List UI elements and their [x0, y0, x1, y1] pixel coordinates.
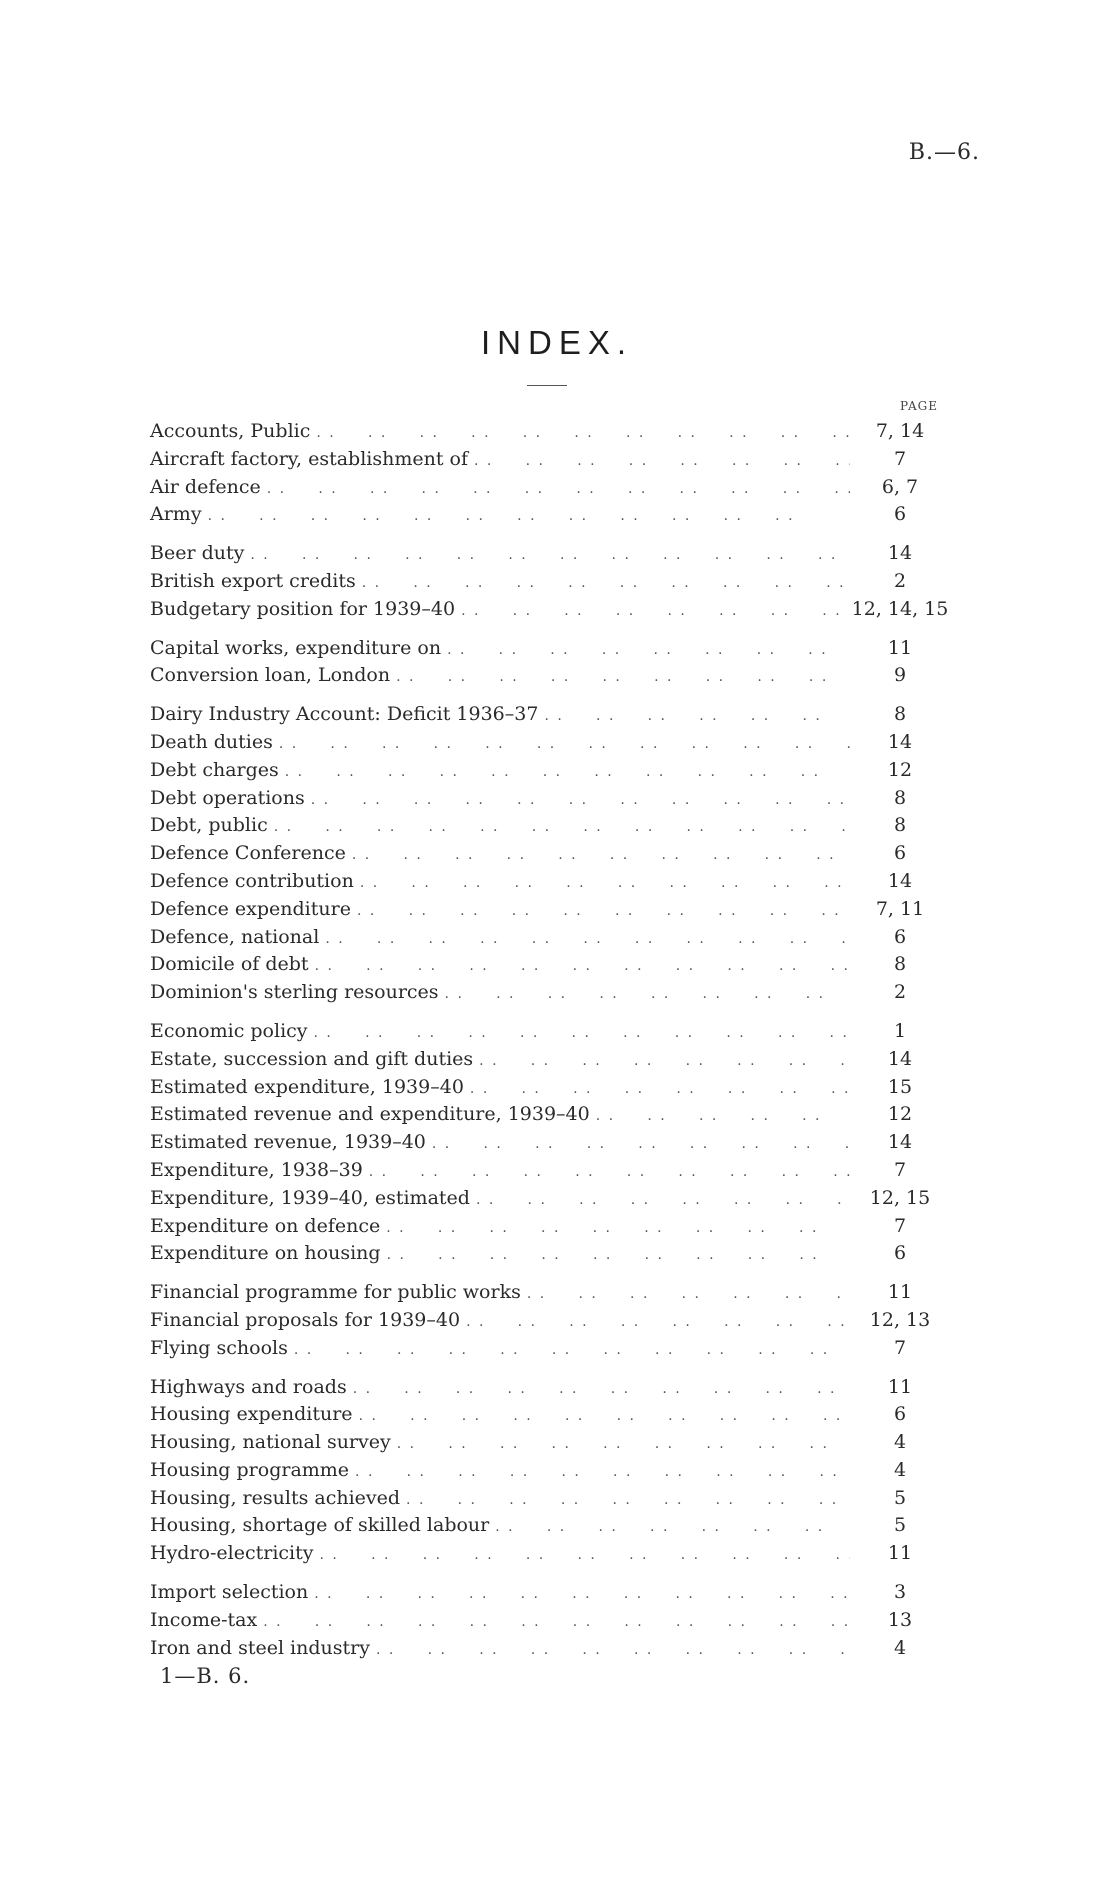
index-entry — [150, 476, 950, 504]
index-entry-pages: 6 — [893, 925, 907, 948]
index-group — [150, 420, 950, 531]
index-entry — [150, 542, 950, 570]
index-entry-text: Budgetary position for 1939–40 — [150, 597, 456, 620]
index-entry-pages: 12, 15 — [869, 1186, 931, 1209]
index-entry-pages: 7, 14 — [875, 420, 925, 442]
index-entry-text: Expenditure, 1939–40, estimated — [150, 1186, 470, 1209]
page-title: INDEX. — [480, 324, 634, 361]
dot-leader — [325, 931, 850, 947]
index-entry — [150, 503, 950, 531]
dot-leader — [376, 1642, 850, 1658]
index-entry — [150, 420, 950, 448]
sheet-reference: 1—B. 6. — [160, 1664, 251, 1688]
index-entry-pages: 6 — [893, 1403, 907, 1426]
index-entry-text: Dominion's sterling resources — [150, 981, 439, 1004]
index-entry-text: Defence expenditure — [150, 897, 351, 920]
index-entry-text: Dairy Industry Account: Deficit 1936–37 — [150, 703, 539, 726]
dot-leader — [596, 1108, 850, 1124]
index-entry — [150, 1103, 950, 1131]
index-entry-text: Conversion loan, London — [150, 664, 391, 687]
index-entry-text: Estimated revenue and expenditure, 1939–40 — [150, 1103, 590, 1126]
dot-leader — [267, 481, 850, 497]
index-entry — [150, 898, 950, 926]
dot-leader — [386, 1220, 850, 1236]
index-group — [150, 703, 950, 1009]
dot-leader — [527, 1286, 850, 1302]
index-entry-text: Expenditure on housing — [150, 1242, 381, 1265]
dot-leader — [315, 958, 850, 974]
index-entry-pages: 14 — [887, 1131, 913, 1154]
dot-leader — [369, 1164, 850, 1180]
index-entry-pages: 1 — [893, 1019, 907, 1042]
index-entry — [150, 1242, 950, 1270]
index-entry-text: Domicile of debt — [150, 953, 309, 976]
index-entry-text: Estate, succession and gift duties — [150, 1047, 474, 1070]
index-entry-pages: 5 — [893, 1514, 907, 1537]
index-entry-pages: 13 — [887, 1608, 913, 1631]
dot-leader — [314, 1025, 850, 1041]
index-entry-text: Debt, public — [150, 814, 268, 837]
index-group — [150, 1020, 950, 1270]
dot-leader — [432, 1136, 850, 1152]
index-entry-pages: 8 — [893, 953, 907, 976]
index-entry-text: Aircraft factory, establishment of — [150, 447, 468, 470]
index-entry-pages: 12 — [887, 1103, 913, 1126]
index-entry-text: Expenditure, 1938–39 — [150, 1158, 363, 1181]
dot-leader — [445, 986, 850, 1002]
index-entry — [150, 759, 950, 787]
index-entry — [150, 598, 950, 626]
index-entry-pages: 8 — [893, 814, 907, 837]
index-entry-pages: 12, 13 — [869, 1308, 931, 1331]
index-entry-text: Expenditure on defence — [150, 1214, 381, 1237]
index-group — [150, 1376, 950, 1571]
index-entry-pages: 8 — [893, 703, 907, 726]
index-entry — [150, 814, 950, 842]
index-entry-text: Iron and steel industry — [150, 1636, 370, 1659]
index-entry — [150, 1076, 950, 1104]
index-entry-pages: 7 — [893, 1336, 907, 1359]
index-entry-pages: 8 — [893, 786, 907, 809]
dot-leader — [355, 1464, 850, 1480]
dot-leader — [274, 819, 850, 835]
index-entry-text: Flying schools — [150, 1336, 288, 1359]
dot-leader — [285, 764, 850, 780]
index-entry-pages: 7 — [893, 447, 907, 470]
dot-leader — [352, 847, 850, 863]
index-entry-pages: 4 — [893, 1458, 907, 1481]
dot-leader — [208, 508, 850, 524]
dot-leader — [362, 575, 850, 591]
index-entry-pages: 14 — [887, 730, 913, 753]
index-entry — [150, 1159, 950, 1187]
index-entry-pages: 15 — [887, 1075, 913, 1098]
dot-leader — [294, 1342, 850, 1358]
index-entry-pages: 6 — [893, 503, 907, 526]
index-entry-text: Income-tax — [150, 1608, 258, 1631]
index-entry-pages: 7 — [893, 1158, 907, 1181]
index-entry-text: Housing, national survey — [150, 1431, 391, 1454]
index-entry-text: Capital works, expenditure on — [150, 636, 442, 659]
index-entry-pages: 11 — [887, 1375, 913, 1398]
dot-leader — [461, 603, 850, 619]
index-entry — [150, 1187, 950, 1215]
index-entry-text: Accounts, Public — [150, 420, 311, 442]
dot-leader — [250, 547, 850, 563]
index-entry — [150, 1637, 950, 1665]
index-group — [150, 637, 950, 693]
index-entry — [150, 1431, 950, 1459]
index-entry — [150, 953, 950, 981]
index-entry — [150, 1487, 950, 1515]
index-entry-text: Estimated expenditure, 1939–40 — [150, 1075, 464, 1098]
index-entry — [150, 448, 950, 476]
index-entry-text: Financial programme for public works — [150, 1281, 521, 1304]
index-entry-text: Debt charges — [150, 758, 279, 781]
index-entry-text: Highways and roads — [150, 1375, 347, 1398]
index-entry — [150, 926, 950, 954]
index-entry — [150, 1609, 950, 1637]
index-group — [150, 1581, 950, 1664]
index-entry — [150, 1403, 950, 1431]
index-entry — [150, 637, 950, 665]
index-entry-text: Estimated revenue, 1939–40 — [150, 1131, 426, 1154]
dot-leader — [263, 1614, 850, 1630]
dot-leader — [316, 425, 850, 441]
dot-leader — [353, 1381, 850, 1397]
index-entry-text: Housing programme — [150, 1458, 350, 1481]
index-entry — [150, 664, 950, 692]
index-entry — [150, 703, 950, 731]
index-entry-pages: 4 — [893, 1636, 907, 1659]
dot-leader — [396, 669, 850, 685]
index-entry-text: Housing, shortage of skilled labour — [150, 1514, 490, 1537]
index-entry-text: Economic policy — [150, 1019, 308, 1042]
index-entry-text: Death duties — [150, 730, 273, 753]
dot-leader — [320, 1547, 851, 1563]
index-entry-text: Defence contribution — [150, 869, 354, 892]
dot-leader — [474, 453, 850, 469]
index-entry — [150, 1020, 950, 1048]
index-entry-text: Defence Conference — [150, 842, 346, 865]
index-entry-pages: 11 — [887, 1281, 913, 1304]
dot-leader — [447, 642, 850, 658]
index-entry-text: Air defence — [150, 475, 261, 498]
index-entry-pages: 2 — [893, 569, 907, 592]
index-entry-pages: 4 — [893, 1431, 907, 1454]
index-entry-text: Import selection — [150, 1581, 309, 1604]
dot-leader — [466, 1314, 850, 1330]
dot-leader — [387, 1247, 850, 1263]
index-entry-text: Defence, national — [150, 925, 320, 948]
index-entry — [150, 1337, 950, 1365]
index-entry — [150, 1459, 950, 1487]
index-entry — [150, 842, 950, 870]
index-entry-text: Housing expenditure — [150, 1403, 353, 1426]
index-entry — [150, 1281, 950, 1309]
index-entry — [150, 1376, 950, 1404]
index-list — [150, 420, 950, 1675]
dot-leader — [311, 792, 850, 808]
index-entry-pages: 6 — [893, 1242, 907, 1265]
index-entry — [150, 870, 950, 898]
index-entry-pages: 6, 7 — [881, 475, 919, 498]
index-entry — [150, 1215, 950, 1243]
index-entry-pages: 11 — [887, 636, 913, 659]
index-entry-text: Army — [150, 503, 202, 526]
dot-leader — [360, 875, 850, 891]
index-entry-pages: 7 — [893, 1214, 907, 1237]
dot-leader — [279, 736, 850, 752]
index-entry — [150, 1542, 950, 1570]
index-group — [150, 1281, 950, 1364]
page-column-heading: PAGE — [900, 399, 938, 413]
index-entry-pages: 12 — [887, 758, 913, 781]
index-entry-pages: 12, 14, 15 — [851, 597, 949, 620]
title-underline — [527, 385, 567, 386]
index-entry-text: Debt operations — [150, 786, 305, 809]
index-entry-text: Housing, results achieved — [150, 1486, 401, 1509]
index-entry-pages: 3 — [893, 1581, 907, 1604]
dot-leader — [470, 1081, 850, 1097]
index-entry — [150, 1309, 950, 1337]
index-entry-pages: 14 — [887, 542, 913, 565]
index-entry — [150, 981, 950, 1009]
dot-leader — [359, 1408, 850, 1424]
index-entry — [150, 570, 950, 598]
index-entry — [150, 1581, 950, 1609]
index-entry — [150, 787, 950, 815]
index-entry-text: Hydro-electricity — [150, 1542, 314, 1565]
index-entry-pages: 11 — [887, 1542, 913, 1565]
index-entry — [150, 1514, 950, 1542]
dot-leader — [495, 1519, 850, 1535]
index-entry-pages: 9 — [893, 664, 907, 687]
index-entry-pages: 2 — [893, 981, 907, 1004]
dot-leader — [397, 1436, 850, 1452]
index-entry-pages: 5 — [893, 1486, 907, 1509]
dot-leader — [544, 708, 850, 724]
index-entry-pages: 6 — [893, 842, 907, 865]
index-entry-pages: 14 — [887, 869, 913, 892]
dot-leader — [476, 1192, 850, 1208]
index-entry-pages: 14 — [887, 1047, 913, 1070]
index-group — [150, 542, 950, 625]
index-entry-pages: 7, 11 — [875, 897, 925, 920]
dot-leader — [314, 1586, 850, 1602]
dot-leader — [479, 1053, 850, 1069]
index-entry-text: Beer duty — [150, 542, 245, 565]
index-entry — [150, 731, 950, 759]
index-entry-text: Financial proposals for 1939–40 — [150, 1308, 461, 1331]
page-reference: B.—6. — [908, 140, 980, 165]
dot-leader — [406, 1492, 850, 1508]
index-entry — [150, 1131, 950, 1159]
index-entry — [150, 1048, 950, 1076]
dot-leader — [357, 903, 850, 919]
index-entry-text: British export credits — [150, 569, 356, 592]
